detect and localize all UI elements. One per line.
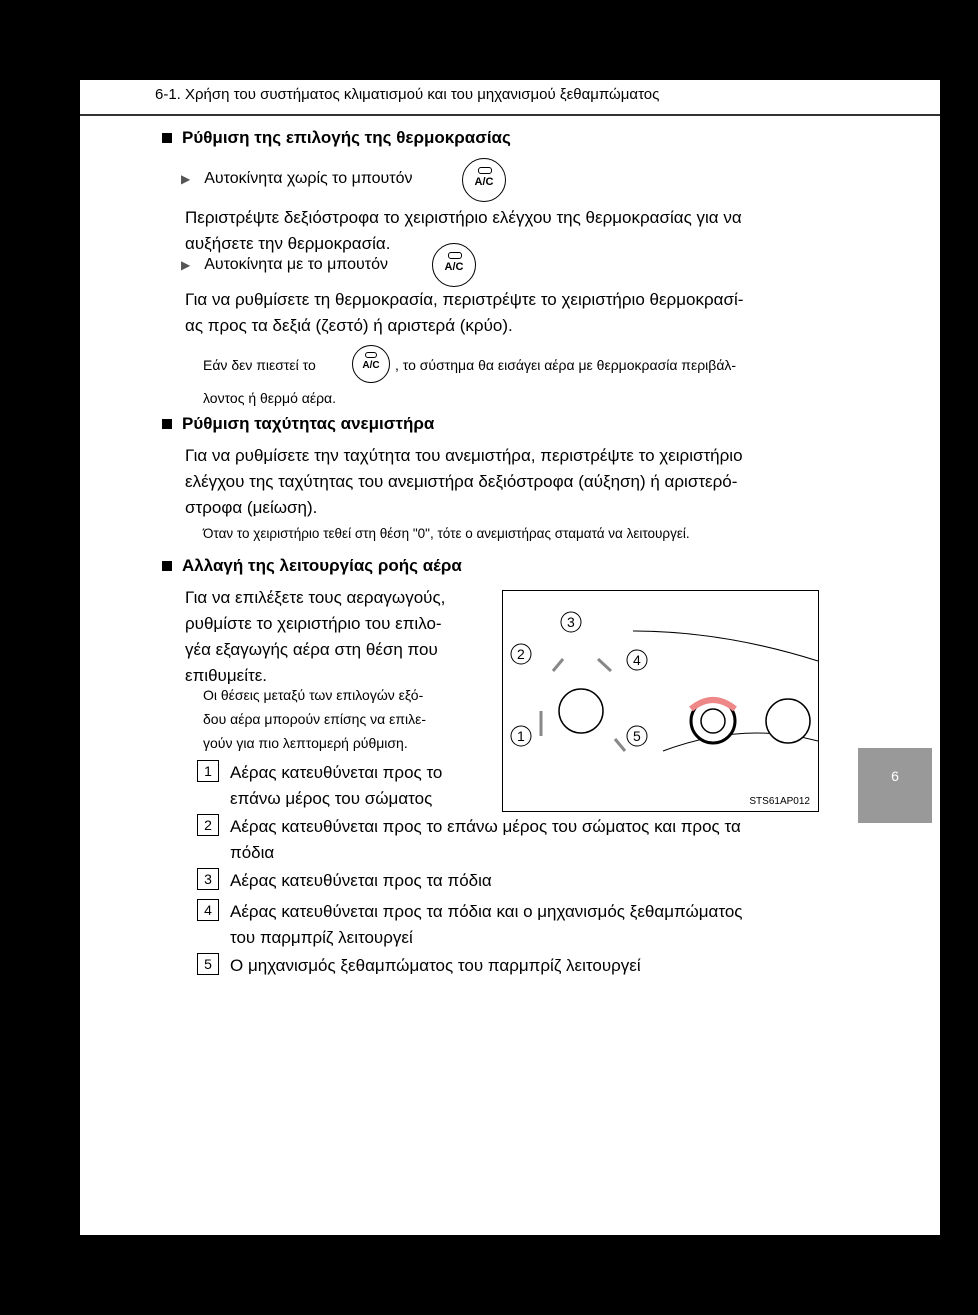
with-ac-text-2: ας προς τα δεξιά (ζεστό) ή αριστερά (κρύο). [185, 316, 513, 335]
without-ac-text-1: Περιστρέψτε δεξιόστροφα το χειριστήριο ελέγχου της θερμοκρασίας για να [185, 208, 742, 227]
airflow-diagram [503, 591, 818, 811]
list-item-3-line-1: Αέρας κατευθύνεται προς τα πόδια [230, 871, 492, 890]
fan-text-3: στροφα (μείωση). [185, 498, 318, 517]
flow-heading: Αλλαγή της λειτουργίας ροής αέρα [182, 556, 462, 575]
ac-button-icon: A/C [352, 345, 390, 383]
svg-text:2: 2 [517, 646, 525, 662]
flow-text-3: γέα εξαγωγής αέρα στη θέση που [185, 640, 438, 659]
svg-text:5: 5 [633, 728, 641, 744]
svg-text:3: 3 [567, 614, 575, 630]
with-ac-text-1: Για να ρυθμίσετε τη θερμοκρασία, περιστρέψτε το χειριστήριο θερμοκρασί- [185, 290, 744, 309]
list-number: 5 [197, 953, 219, 975]
svg-text:1: 1 [517, 728, 525, 744]
without-ac-label: ▶ Αυτοκίνητα χωρίς το μπουτόν [205, 170, 413, 188]
chapter-number: 6 [891, 768, 899, 784]
list-item-4-line-2: του παρμπρίζ λειτουργεί [230, 928, 413, 947]
list-item-2-line-2: πόδια [230, 843, 275, 862]
with-ac-label: ▶ Αυτοκίνητα με το μπουτόν [205, 256, 388, 274]
svg-text:4: 4 [633, 652, 641, 668]
note-1a: Εάν δεν πιεστεί το [203, 357, 316, 373]
chapter-tab [858, 748, 932, 823]
ac-button-icon: A/C [432, 243, 476, 287]
ac-button-icon: A/C [462, 158, 506, 202]
chapter-side-title [938, 835, 978, 1105]
chapter-title: Χαρακτηριστικά εσωτερικού χώρου [960, 835, 977, 1068]
list-item-2-line-1: Αέρας κατευθύνεται προς το επάνω μέρος του σώματος και προς τα [230, 817, 741, 836]
fan-heading: Ρύθμιση ταχύτητας ανεμιστήρα [182, 414, 435, 433]
temp-heading: Ρύθμιση της επιλογής της θερμοκρασίας [182, 128, 511, 147]
note-1b: , το σύστημα θα εισάγει αέρα με θερμοκρασία περιβάλ- [395, 357, 737, 373]
flow-text-4: επιθυμείτε. [185, 666, 268, 685]
figure-code: STS61AP012 [749, 796, 810, 807]
list-item-1-line-2: επάνω μέρος του σώματος [230, 789, 433, 808]
fan-text-1: Για να ρυθμίσετε την ταχύτητα του ανεμιστήρα, περιστρέψτε το χειριστήριο [185, 446, 743, 465]
list-number: 4 [197, 899, 219, 921]
flow-note-1: Οι θέσεις μεταξύ των επιλογών εξό- [203, 687, 424, 703]
fan-text-2: ελέγχου της ταχύτητας του ανεμιστήρα δεξιόστροφα (αύξηση) ή αριστερό- [185, 472, 738, 491]
list-item-1-line-1: Αέρας κατευθύνεται προς το [230, 763, 443, 782]
list-item-4-line-1: Αέρας κατευθύνεται προς τα πόδια και ο μηχανισμός ξεθαμπώματος [230, 902, 743, 921]
list-item-5-line-1: Ο μηχανισμός ξεθαμπώματος του παρμπρίζ λειτουργεί [230, 956, 641, 975]
flow-text-1: Για να επιλέξετε τους αεραγωγούς, [185, 588, 446, 607]
flow-text-2: ρυθμίστε το χειριστήριο του επιλο- [185, 614, 442, 633]
fan-note: Όταν το χειριστήριο τεθεί στη θέση "0", τότε ο ανεμιστήρας σταματά να λειτουργεί. [203, 526, 690, 541]
list-number: 1 [197, 760, 219, 782]
without-ac-text-2: αυξήσετε την θερμοκρασία. [185, 234, 391, 253]
list-number: 3 [197, 868, 219, 890]
list-number: 2 [197, 814, 219, 836]
flow-note-3: γούν για πιο λεπτομερή ρύθμιση. [203, 735, 408, 751]
flow-note-2: δου αέρα μπορούν επίσης να επιλε- [203, 711, 426, 727]
header-title: 6-1. Χρήση του συστήματος κλιματισμού και του μηχανισμού ξεθαμπώματος [155, 86, 660, 103]
airflow-selector-figure [502, 590, 819, 812]
note-2: λοντος ή θερμό αέρα. [203, 390, 337, 406]
page-header [80, 80, 940, 116]
